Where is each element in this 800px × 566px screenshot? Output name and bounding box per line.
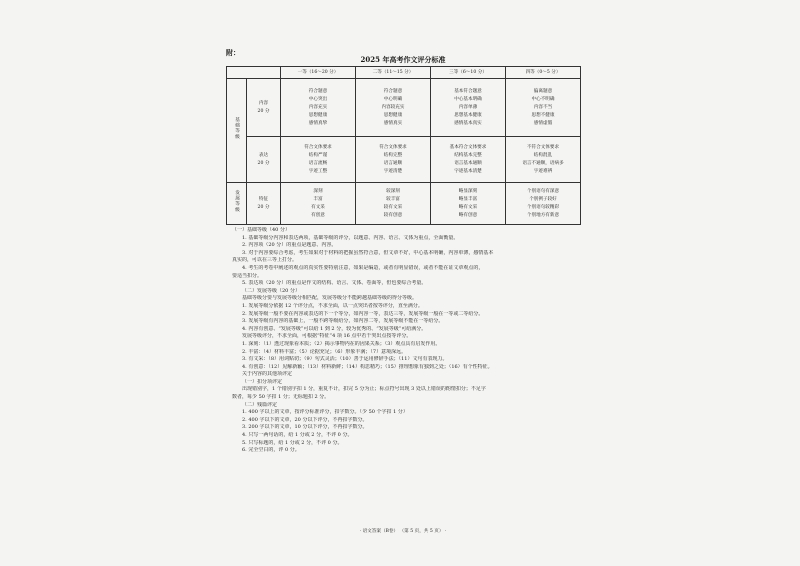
cell-line: 偏离题意 xyxy=(533,88,553,94)
rubric-cell xyxy=(431,137,506,183)
cell-line: 特征 xyxy=(258,196,269,202)
text-line: 3. 对于内容要综合考虑，考生如果对于材料的把握虽然符合意，但文章不好，中心基本明确，内容单薄，感情基本 xyxy=(242,249,494,256)
group-label-development: 发展等级 xyxy=(227,183,247,225)
text-line: 出现错别字，1 个错别字扣 1 分，重复不计，扣完 5 分为止；标点符号出现 3 处以上错误的酌情扣分；不足字 xyxy=(242,386,486,393)
cell-line: 符合文体要求 xyxy=(379,144,407,150)
cell-line: 深刻 xyxy=(313,188,323,194)
table-row xyxy=(227,79,581,137)
cell-line: 个别语句有深意 xyxy=(526,188,560,194)
text-line: 真实的，可以在三等上打分。 xyxy=(232,257,298,264)
text-line: 5. 表达项（20 分）的重点是作文的结构、语言、文体、卷面等，但也要综合考量。 xyxy=(242,280,427,287)
rubric-cell xyxy=(431,79,506,137)
cell-line: 不符合文体要求 xyxy=(526,144,560,150)
table-header-row xyxy=(227,67,581,79)
text-line: 基础等级分要与发展等级分相匹配，发展等级分不能跨越基础等级的得分等级。 xyxy=(242,295,418,302)
cell-line: 字迹工整 xyxy=(308,168,328,174)
cell-line: 中心突出 xyxy=(308,96,328,102)
row-label xyxy=(247,79,281,137)
page-footer: · 语文答案（B卷） （第 5 页，共 5 页） · xyxy=(359,529,447,534)
text-line: 2. 400 字以下的文章，20 分以下评分，不再扣字数分。 xyxy=(242,416,368,423)
cell-line: 语言流畅 xyxy=(308,160,328,166)
cell-line: 结构混乱 xyxy=(533,152,553,158)
cell-line: 感情真实 xyxy=(383,120,403,126)
cell-line: 思想健康 xyxy=(308,112,328,118)
cell-line: 结构完整 xyxy=(383,152,403,158)
row-label xyxy=(247,183,281,225)
table-row xyxy=(227,183,581,225)
cell-line: 较丰富 xyxy=(386,196,400,202)
cell-line: 较有文采 xyxy=(383,204,403,210)
text-line: 1. 基础等级分内容和表达两项，基础等级的评分，以题意、内容、语言、文体为重点，全面衡量。 xyxy=(242,234,459,241)
column-header: 一等（16～20 分） xyxy=(281,67,356,79)
cell-line: 基本符合题意 xyxy=(454,88,482,94)
text-line: 数者，每少 50 字扣 1 分；无标题扣 2 分。 xyxy=(232,394,330,401)
text-line: 4. 考生的考卷中阐述的观点的真实性要特别注意，如果是编造，或者有明显错误，或者不能在证文章观点的， xyxy=(242,264,484,271)
cell-line: 语言通顺 xyxy=(383,160,403,166)
text-line: 5. 只写标题的，给 1 分或 2 分，不评 0 分。 xyxy=(242,439,343,446)
cell-line: 内容较充实 xyxy=(381,104,405,110)
cell-line: 较有创意 xyxy=(383,212,403,218)
cell-line: 20 分 xyxy=(257,160,270,166)
cell-line: 内容单薄 xyxy=(458,104,478,110)
cell-line: 字迹难辨 xyxy=(533,168,553,174)
text-line: 发展等级评分，不求全面，可根据“特征”4 项 16 点中若干突出点按等评分。 xyxy=(242,333,412,340)
cell-line: 思想基本健康 xyxy=(454,112,482,118)
rubric-cell xyxy=(356,79,431,137)
row-label xyxy=(247,137,281,183)
cell-line: 感情虚假 xyxy=(533,120,553,126)
cell-line: 个别例子较好 xyxy=(529,196,557,202)
cell-line: 字迹基本清楚 xyxy=(454,168,482,174)
cell-line: 有创意 xyxy=(311,212,325,218)
column-header: 四等（0～5 分） xyxy=(506,67,581,79)
cell-line: 中心明确 xyxy=(383,96,403,102)
rubric-cell xyxy=(356,137,431,183)
rubric-cell xyxy=(506,183,581,225)
cell-line: 语言基本通顺 xyxy=(454,160,482,166)
text-line: 3. 有文采：（8）用词贴切；（9）句式灵活；（10）善于运用修辞手法；（11）文句有表现力。 xyxy=(242,356,448,363)
table-corner-cell xyxy=(227,67,281,79)
appendix-label: 附： xyxy=(226,48,240,57)
cell-line: 结构严谨 xyxy=(308,152,328,158)
column-header: 三等（6～10 分） xyxy=(431,67,506,79)
text-line: （一）扣分项评定 xyxy=(242,378,283,385)
cell-line: 内容充实 xyxy=(308,104,328,110)
scoring-rubric-table xyxy=(226,66,581,225)
table-row xyxy=(227,137,581,183)
text-line: 2. 丰富：（4）材料丰富；（5）论据充足；（6）形象丰满；（7）意境深远。 xyxy=(242,348,407,355)
cell-line: 内容 xyxy=(258,100,269,106)
cell-line: 字迹清楚 xyxy=(383,168,403,174)
cell-line: 结构基本完整 xyxy=(454,152,482,158)
rubric-cell xyxy=(281,137,356,183)
cell-line: 表达 xyxy=(258,152,269,158)
cell-line: 内容不当 xyxy=(533,104,553,110)
cell-line: 略显深刻 xyxy=(458,188,478,194)
cell-line: 思想健康 xyxy=(383,112,403,118)
rubric-cell xyxy=(356,183,431,225)
scoring-notes xyxy=(232,227,582,455)
text-line: 3. 发展等级有内容的基础上，一般不跨等级给分，如内容二等，发展等级不能在一等给分。 xyxy=(242,318,444,325)
text-line: （二）残篇评定 xyxy=(242,401,278,408)
cell-line: 20 分 xyxy=(257,108,270,114)
cell-line: 语言不通顺，语病多 xyxy=(522,160,564,166)
cell-line: 个别语句较精彩 xyxy=(526,204,560,210)
cell-line: 符合题意 xyxy=(308,88,328,94)
text-line: （二）发展等级（20 分） xyxy=(242,287,300,294)
cell-line: 思想不健康 xyxy=(531,112,555,118)
rubric-cell xyxy=(431,183,506,225)
cell-line: 略显丰富 xyxy=(458,196,478,202)
text-line: 2. 内容项（20 分）的重点是题意、内容。 xyxy=(242,242,337,249)
cell-line: 符合文体要求 xyxy=(304,144,332,150)
page-title: 2025 年高考作文评分标准 xyxy=(360,55,446,64)
cell-line: 略有文采 xyxy=(458,204,478,210)
cell-line: 丰富 xyxy=(313,196,323,202)
column-header: 二等（11～15 分） xyxy=(356,67,431,79)
cell-line: 个别地方有新意 xyxy=(526,212,560,218)
cell-line: 略有创意 xyxy=(458,212,478,218)
rubric-cell xyxy=(506,79,581,137)
cell-line: 中心不明确 xyxy=(531,96,555,102)
text-line: 1. 400 字以上的文章，按评分标准评分，扣字数分。（少 50 个字扣 1 分） xyxy=(242,409,408,416)
rubric-cell xyxy=(281,183,356,225)
cell-line: 感情基本真实 xyxy=(454,120,482,126)
cell-line: 中心基本明确 xyxy=(454,96,482,102)
cell-line: 基本符合文体要求 xyxy=(449,144,487,150)
rubric-cell xyxy=(281,79,356,137)
text-line: （一）基础等级（40 分） xyxy=(232,227,290,233)
text-line: 3. 200 字以下的文章，10 分以下评分，不再扣字数分。 xyxy=(242,424,368,431)
cell-line: 较深刻 xyxy=(386,188,400,194)
cell-line: 有文采 xyxy=(311,204,325,210)
text-line: 4. 只写一两句话的，给 1 分或 2 分，不评 0 分。 xyxy=(242,432,353,439)
text-line: 6. 完全空白的，评 0 分。 xyxy=(242,447,300,454)
text-line: 4. 内容有创意、“发展等级”可以给 1 到 2 分，较为优秀的、“发展等级”可给满分。 xyxy=(242,325,427,332)
rubric-cell xyxy=(506,137,581,183)
text-line: 4. 有创意：（12）见解新颖；（13）材料新鲜；（14）构思精巧；（15）推理想象有独到之处；（16）有个性特征。 xyxy=(242,363,493,370)
text-line: 2. 发展等级一般不要在内容或表达的下一个等分，如内容一等，表达三等，发展等级一般在一等或二等给分。 xyxy=(242,310,484,317)
text-line: 关于内容的其他项评定 xyxy=(242,371,293,378)
group-label-basic: 基础等级 xyxy=(227,79,247,183)
cell-line: 20 分 xyxy=(257,204,270,210)
cell-line: 感情真挚 xyxy=(308,120,328,126)
cell-line: 符合题意 xyxy=(383,88,403,94)
text-line: 1. 发展等级分依据 12 个评分点，不求全面，以一点突出者按等评分，直至满分。 xyxy=(242,302,423,309)
text-line: 要适当扣分。 xyxy=(232,272,263,279)
text-line: 1. 深刻：（1）透过现象看本质；（2）揭示事物内在的因果关系；（3）观点具有启发作用。 xyxy=(242,340,441,347)
